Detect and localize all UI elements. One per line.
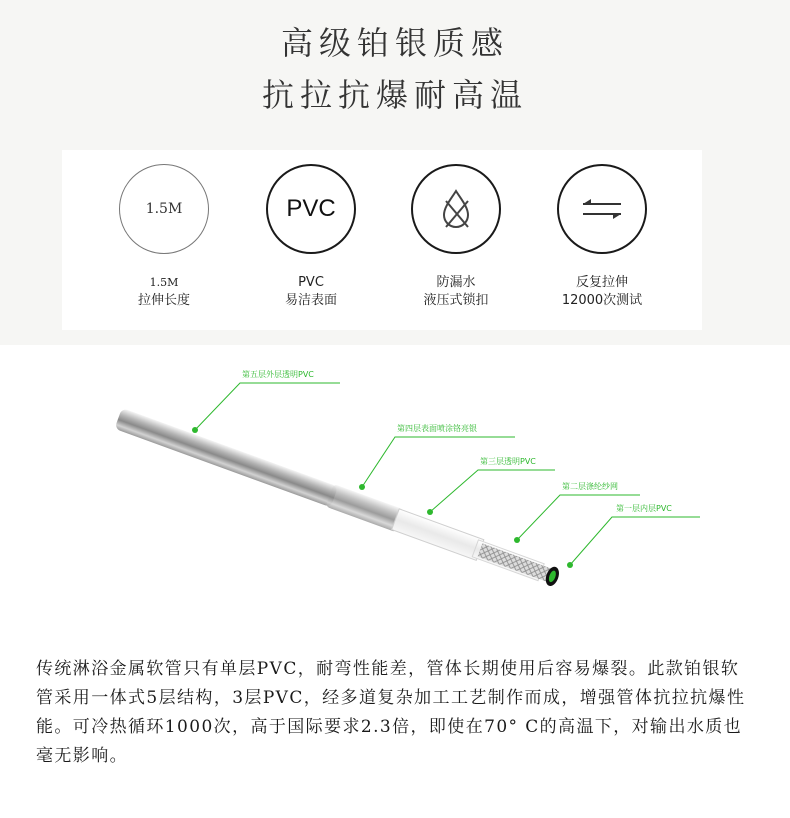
feature-length-value: 1.5M [149,276,179,289]
feature-length-label: 拉伸长度 [137,293,190,308]
feature-stretch [547,164,657,310]
length-badge-text: 1.5M [145,201,183,217]
hose-cross-section [0,345,790,625]
pvc-badge-text: PVC [286,195,336,222]
feature-pvc-label: 易洁表面 [284,293,337,308]
feature-length [109,164,219,310]
feature-leakproof-label: 液压式锁扣 [423,293,489,308]
length-badge [119,164,209,254]
layer-3-label: 第三层透明PVC [480,457,536,466]
layer-4-label: 第四层表面喷涂铬亮银 [397,424,477,433]
feature-card [62,150,702,330]
product-description: 传统淋浴金属软管只有单层PVC，耐弯性能差，管体长期使用后容易爆裂。此款铂银软管采用一体式5层结构，3层PVC，经多道复杂加工工艺制作而成，增强管体抗拉抗爆性能。可冷热循环1000次，高于国际要求2.3倍，即使在70° C的高温下，对输出水质也毫无影响。 [36,659,746,766]
leak-proof-droplet-icon [411,164,501,254]
layer-5-label: 第五层外层透明PVC [242,370,314,379]
chrome-layer [114,408,338,507]
outer-clear-layer [392,509,484,560]
layer-1-label: 第一层内层PVC [616,504,672,513]
feature-pvc-title: PVC [298,275,324,290]
pvc-badge [266,164,356,254]
headline-line-2: 抗拉抗爆耐高温 [261,76,528,114]
feature-leakproof-title: 防漏水 [436,275,476,290]
headline-line-1: 高级铂银质感 [280,24,509,62]
feature-stretch-label: 12000次测试 [561,293,643,308]
stretch-arrows-icon [557,164,647,254]
feature-pvc [256,164,366,310]
feature-leakproof [401,164,511,310]
hose-illustration [0,345,790,625]
layer-2-label: 第二层涤纶纱网 [562,482,618,491]
feature-stretch-title: 反复拉伸 [575,275,628,290]
